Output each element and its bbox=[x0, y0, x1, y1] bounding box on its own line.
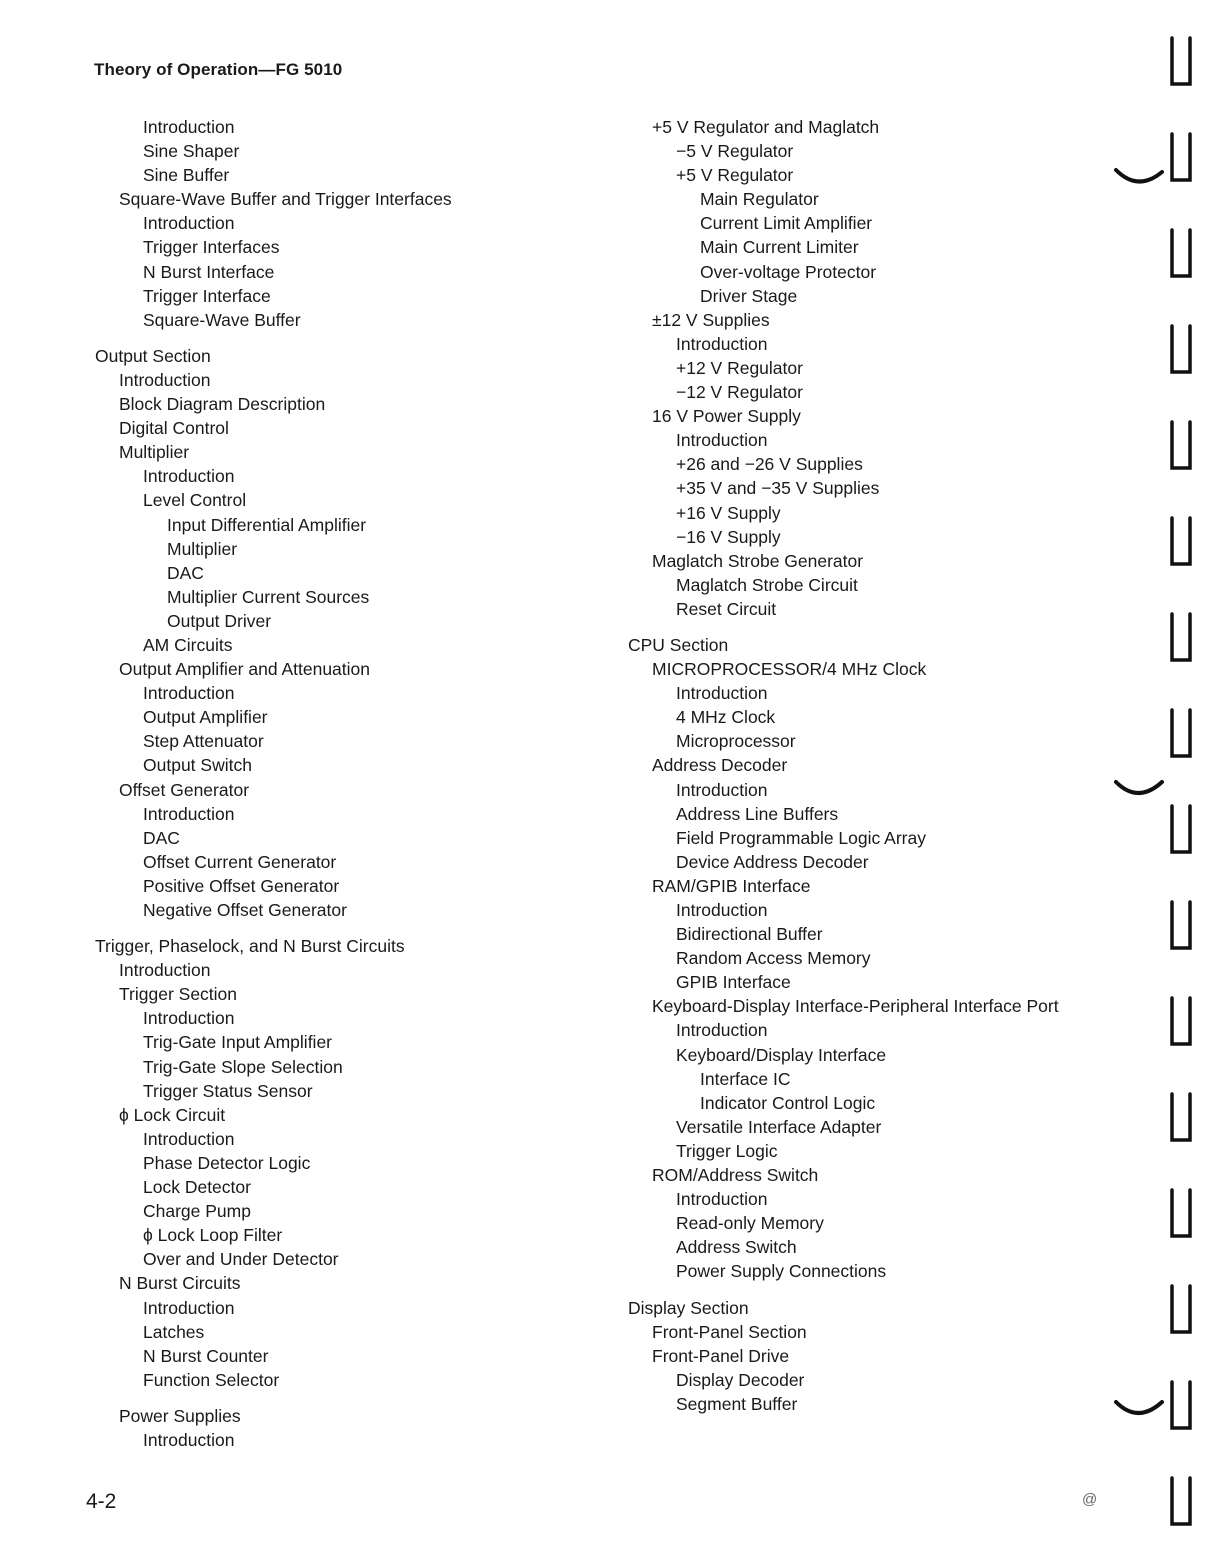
toc-entry: +12 V Regulator bbox=[676, 357, 803, 378]
toc-entry: Trigger Status Sensor bbox=[143, 1080, 313, 1101]
toc-entry: ϕ Lock Loop Filter bbox=[143, 1225, 283, 1246]
toc-entry: Front-Panel Section bbox=[652, 1321, 807, 1342]
toc-entry: Address Decoder bbox=[652, 755, 788, 776]
toc-entry: Input Differential Amplifier bbox=[167, 514, 367, 535]
toc-entry: Step Attenuator bbox=[143, 731, 264, 752]
toc-entry: Trig-Gate Slope Selection bbox=[143, 1056, 343, 1077]
toc-entry: N Burst Circuits bbox=[119, 1273, 241, 1294]
toc-entry: Introduction bbox=[143, 1297, 235, 1318]
toc-entry: +5 V Regulator bbox=[676, 165, 794, 186]
toc-entry: Charge Pump bbox=[143, 1201, 251, 1222]
toc-entry: Keyboard/Display Interface bbox=[676, 1044, 887, 1065]
toc-entry: Sine Shaper bbox=[143, 141, 240, 162]
toc-entry: Address Line Buffers bbox=[676, 803, 839, 824]
toc-entry: Reset Circuit bbox=[676, 598, 777, 619]
toc-entry: Introduction bbox=[676, 430, 768, 451]
toc-entry: DAC bbox=[143, 827, 180, 848]
toc-entry: Level Control bbox=[143, 490, 247, 511]
toc-entry: Power Supply Connections bbox=[676, 1261, 887, 1282]
toc-entry: Introduction bbox=[143, 213, 235, 234]
toc-entry: MICROPROCESSOR/4 MHz Clock bbox=[652, 659, 927, 680]
toc-entry: Maglatch Strobe Circuit bbox=[676, 574, 858, 595]
toc-entry: Current Limit Amplifier bbox=[700, 213, 873, 234]
toc-entry: Keyboard-Display Interface-Peripheral Interface Port bbox=[652, 996, 1059, 1017]
toc-entry: Introduction bbox=[143, 1128, 235, 1149]
toc-entry: Versatile Interface Adapter bbox=[676, 1116, 882, 1137]
toc-entry: Multiplier bbox=[167, 538, 238, 559]
toc-entry: Offset Generator bbox=[119, 779, 250, 800]
toc-entry: Trigger Logic bbox=[676, 1140, 778, 1161]
toc-entry: Driver Stage bbox=[700, 285, 798, 306]
toc-entry: Introduction bbox=[143, 803, 235, 824]
toc-entry: Trigger Interface bbox=[143, 285, 271, 306]
toc-entry: Lock Detector bbox=[143, 1177, 251, 1198]
toc-entry: Introduction bbox=[676, 900, 768, 920]
toc-entry: 4 MHz Clock bbox=[676, 707, 776, 728]
toc-entry: Offset Current Generator bbox=[143, 851, 337, 872]
toc-entry: Bidirectional Buffer bbox=[676, 924, 823, 945]
toc-entry: −12 V Regulator bbox=[676, 382, 803, 403]
toc-entry: AM Circuits bbox=[143, 634, 233, 655]
toc-entry: Field Programmable Logic Array bbox=[676, 827, 926, 848]
toc-entry: Latches bbox=[143, 1321, 205, 1342]
toc-entry: Multiplier Current Sources bbox=[167, 586, 370, 607]
toc-entry: Introduction bbox=[119, 369, 211, 390]
toc-entry: 16 V Power Supply bbox=[652, 406, 801, 427]
toc-entry: DAC bbox=[167, 562, 204, 583]
toc-entry: N Burst Counter bbox=[143, 1345, 269, 1366]
toc-entry: Power Supplies bbox=[119, 1405, 241, 1426]
toc-entry: RAM/GPIB Interface bbox=[652, 875, 811, 896]
toc-entry: +26 and −26 V Supplies bbox=[676, 454, 863, 475]
toc-entry: −16 V Supply bbox=[676, 526, 781, 547]
toc-entry: ROM/Address Switch bbox=[652, 1165, 819, 1186]
spiral-binding-icon bbox=[1110, 30, 1200, 1560]
toc-entry: Output Section bbox=[95, 345, 211, 366]
toc-entry: Introduction bbox=[119, 960, 211, 981]
toc-entry: CPU Section bbox=[628, 634, 729, 655]
toc-entry: Output Switch bbox=[143, 755, 252, 776]
toc-entry: Introduction bbox=[676, 1020, 768, 1041]
toc-entry: Main Current Limiter bbox=[700, 237, 859, 258]
toc-entry: Random Access Memory bbox=[676, 948, 871, 969]
toc-entry: Main Regulator bbox=[700, 189, 819, 210]
toc-entry: +16 V Supply bbox=[676, 502, 781, 523]
toc-entry: Introduction bbox=[143, 466, 235, 487]
page-number: 4-2 bbox=[86, 1490, 117, 1513]
toc-entry: Square-Wave Buffer and Trigger Interfaces bbox=[119, 189, 452, 210]
toc-entry: Introduction bbox=[676, 779, 768, 800]
page-title: Theory of Operation—FG 5010 bbox=[94, 60, 343, 79]
toc-entry: Introduction bbox=[676, 333, 768, 354]
toc-left-column bbox=[95, 115, 575, 1452]
toc-entry: +5 V Regulator and Maglatch bbox=[652, 117, 880, 137]
toc-entry: Trig-Gate Input Amplifier bbox=[143, 1032, 333, 1053]
toc-entry: Interface IC bbox=[700, 1068, 791, 1089]
toc-entry: Display Decoder bbox=[676, 1369, 805, 1390]
toc-entry: Digital Control bbox=[119, 418, 229, 439]
toc-entry: Function Selector bbox=[143, 1369, 280, 1390]
toc-entry: Block Diagram Description bbox=[119, 394, 326, 415]
toc-entry: Introduction bbox=[143, 1008, 235, 1029]
toc-entry: Trigger Interfaces bbox=[143, 237, 280, 258]
toc-entry: Sine Buffer bbox=[143, 165, 230, 186]
toc-entry: Address Switch bbox=[676, 1237, 797, 1258]
toc-entry: Trigger Section bbox=[119, 984, 238, 1005]
toc-entry: Negative Offset Generator bbox=[143, 900, 347, 920]
toc-entry: ϕ Lock Circuit bbox=[119, 1104, 226, 1125]
toc-right-column bbox=[628, 115, 1098, 1416]
toc-entry: Positive Offset Generator bbox=[143, 875, 340, 896]
toc-entry: Display Section bbox=[628, 1297, 749, 1318]
toc-entry: Front-Panel Drive bbox=[652, 1345, 790, 1366]
toc-entry: Multiplier bbox=[119, 442, 190, 463]
toc-entry: Square-Wave Buffer bbox=[143, 309, 301, 330]
toc-entry: Read-only Memory bbox=[676, 1213, 824, 1234]
toc-entry: Indicator Control Logic bbox=[700, 1092, 876, 1113]
toc-entry: ±12 V Supplies bbox=[652, 309, 770, 330]
toc-entry: Trigger, Phaselock, and N Burst Circuits bbox=[95, 936, 405, 957]
toc-entry: N Burst Interface bbox=[143, 261, 275, 282]
copyright-mark: @ bbox=[1082, 1491, 1098, 1508]
toc-entry: Segment Buffer bbox=[676, 1393, 798, 1414]
toc-entry: Device Address Decoder bbox=[676, 851, 869, 872]
toc-entry: GPIB Interface bbox=[676, 972, 791, 993]
toc-entry: Output Amplifier bbox=[143, 707, 268, 728]
toc-entry: Introduction bbox=[676, 1189, 768, 1210]
toc-entry: Output Driver bbox=[167, 610, 272, 631]
toc-entry: Over-voltage Protector bbox=[700, 261, 877, 282]
toc-entry: Introduction bbox=[676, 683, 768, 704]
toc-entry: Microprocessor bbox=[676, 731, 796, 752]
toc-entry: Introduction bbox=[143, 683, 235, 704]
toc-entry: −5 V Regulator bbox=[676, 141, 794, 162]
toc-entry: Phase Detector Logic bbox=[143, 1152, 311, 1173]
toc-entry: Output Amplifier and Attenuation bbox=[119, 659, 370, 680]
toc-entry: Over and Under Detector bbox=[143, 1249, 339, 1270]
toc-entry: +35 V and −35 V Supplies bbox=[676, 478, 880, 499]
toc-entry: Introduction bbox=[143, 117, 235, 137]
toc-entry: Maglatch Strobe Generator bbox=[652, 550, 864, 571]
toc-entry: Introduction bbox=[143, 1429, 235, 1450]
